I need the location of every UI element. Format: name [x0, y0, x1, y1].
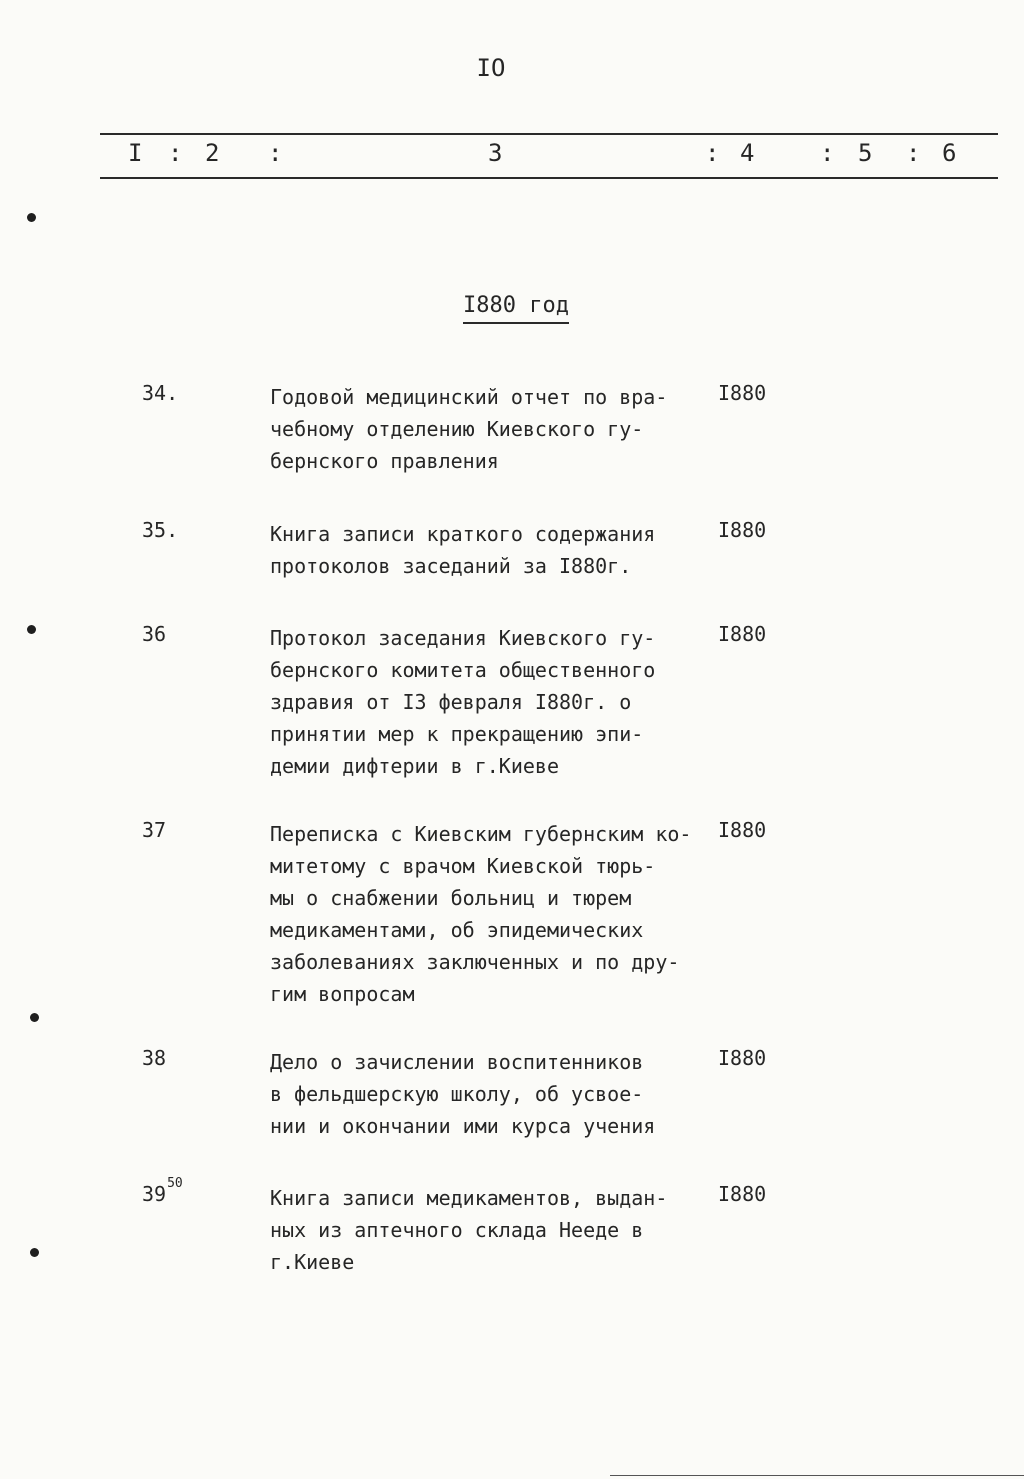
- binding-hole-dot: [30, 1248, 39, 1257]
- page-number: IO: [476, 54, 506, 82]
- entry-number: 35.: [142, 518, 179, 542]
- header-col-2: 2: [205, 139, 220, 167]
- entry-description: Книга записи медикаментов, выдан- ных из аптечного склада Нееде в г.Киеве: [270, 1186, 668, 1274]
- table-header-bottom-rule: [100, 177, 998, 179]
- header-col-1: I: [128, 139, 143, 167]
- entry-number-superscript: 50: [167, 1176, 183, 1192]
- header-col-5: 5: [858, 139, 873, 167]
- entry-year: I880: [718, 518, 767, 542]
- header-separator: :: [705, 139, 720, 167]
- table-header-top-rule: [100, 133, 998, 135]
- header-col-4: 4: [740, 139, 755, 167]
- binding-hole-dot: [27, 213, 36, 222]
- header-col-3: 3: [488, 139, 503, 167]
- entry-number: 38: [142, 1046, 167, 1070]
- header-separator: :: [906, 139, 921, 167]
- entry-year: I880: [718, 818, 767, 842]
- entry-year: I880: [718, 1046, 767, 1070]
- entry-description: Дело о зачислении воспитенников в фельдшерскую школу, об усвое- нии и окончании ими курса учения: [270, 1050, 656, 1138]
- entry-year: I880: [718, 622, 767, 646]
- bottom-edge-line: [610, 1475, 1024, 1476]
- entry-number: [142, 1176, 183, 1206]
- header-col-6: 6: [942, 139, 957, 167]
- entry-year: I880: [718, 1182, 767, 1206]
- entry-description: Протокол заседания Киевского гу- бернского комитета общественного здравия от I3 февраля I880г. о принятии мер к прекращению эпи- демии дифтерии в г.Киеве: [270, 626, 656, 778]
- entry-number: 34.: [142, 381, 179, 405]
- header-separator: :: [820, 139, 835, 167]
- entry-description: Книга записи краткого содержания протоколов заседаний за I880г.: [270, 522, 656, 578]
- entry-description: Годовой медицинский отчет по вра- чебному отделению Киевского гу- бернского правления: [270, 385, 668, 473]
- section-title: I880 год: [463, 293, 569, 324]
- binding-hole-dot: [27, 625, 36, 634]
- header-separator: :: [168, 139, 183, 167]
- entry-year: I880: [718, 381, 767, 405]
- binding-hole-dot: [30, 1013, 39, 1022]
- entry-number-text: 39: [142, 1182, 167, 1206]
- entry-number: 36: [142, 622, 167, 646]
- header-separator: :: [268, 139, 283, 167]
- entry-number: 37: [142, 818, 167, 842]
- entry-description: Переписка с Киевским губернским ко- митетому с врачом Киевской тюрь- мы о снабжении больниц и тюрем медикаментами, об эпидемических заболеваниях заключенных и по дру- гим вопросам: [270, 822, 692, 1006]
